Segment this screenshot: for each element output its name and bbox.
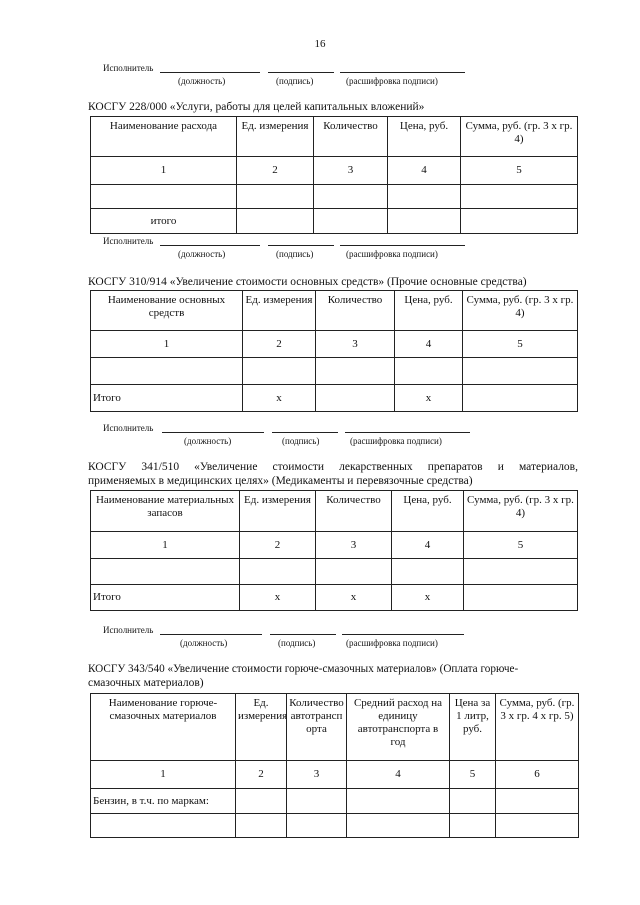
- empty-cell: [91, 814, 236, 838]
- column-number: 1: [91, 532, 240, 559]
- decoding-caption: (расшифровка подписи): [346, 249, 438, 259]
- empty-cell: [464, 559, 578, 585]
- sign-line: [268, 72, 334, 73]
- column-number: 2: [243, 331, 316, 358]
- header-cell: Количество автотранспорта: [287, 694, 347, 761]
- column-number: 5: [450, 761, 496, 789]
- empty-cell: [91, 185, 237, 209]
- sign-caption: (подпись): [276, 76, 314, 86]
- sign-line: [272, 432, 338, 433]
- column-number: 2: [237, 157, 314, 185]
- empty-cell: [388, 185, 461, 209]
- header-cell: Наименование горюче-смазочных материалов: [91, 694, 236, 761]
- empty-cell: [461, 209, 578, 234]
- empty-cell: [450, 814, 496, 838]
- column-number: 2: [240, 532, 316, 559]
- section2-table: [90, 290, 578, 412]
- position-line: [160, 634, 262, 635]
- empty-cell: [388, 209, 461, 234]
- sign-caption: (подпись): [276, 249, 314, 259]
- header-cell: Ед. измерения: [236, 694, 287, 761]
- position-caption: (должность): [178, 249, 226, 259]
- column-number: 5: [463, 331, 578, 358]
- header-cell: Наименование основных средств: [91, 291, 243, 331]
- position-line: [162, 432, 264, 433]
- column-number: 4: [395, 331, 463, 358]
- header-cell: Наименование материальных запасов: [91, 491, 240, 532]
- position-caption: (должность): [180, 638, 228, 648]
- total-cell: х: [395, 385, 463, 412]
- empty-cell: [463, 358, 578, 385]
- decoding-caption: (расшифровка подписи): [346, 638, 438, 648]
- empty-cell: [237, 209, 314, 234]
- column-number: 2: [236, 761, 287, 789]
- total-cell: х: [316, 585, 392, 611]
- sign-line: [270, 634, 336, 635]
- empty-cell: [243, 358, 316, 385]
- empty-cell: [395, 358, 463, 385]
- header-cell: Цена за 1 литр, руб.: [450, 694, 496, 761]
- decoding-caption: (расшифровка подписи): [346, 76, 438, 86]
- section2-heading: КОСГУ 310/914 «Увеличение стоимости основных средств» (Прочие основные средства): [88, 276, 527, 288]
- total-label: Итого: [91, 385, 243, 412]
- section1-table: [90, 116, 578, 234]
- column-number: 4: [347, 761, 450, 789]
- column-number: 3: [314, 157, 388, 185]
- empty-cell: [237, 185, 314, 209]
- decoding-line: [342, 634, 464, 635]
- header-cell: Количество: [316, 491, 392, 532]
- header-cell: Наименование расхода: [91, 117, 237, 157]
- decoding-caption: (расшифровка подписи): [350, 436, 442, 446]
- empty-cell: [314, 209, 388, 234]
- header-cell: Цена, руб.: [395, 291, 463, 331]
- header-cell: Сумма, руб. (гр. 3 х гр. 4): [464, 491, 578, 532]
- section3-table: [90, 490, 578, 611]
- section4-heading-line2: смазочных материалов): [88, 677, 204, 689]
- header-cell: Цена, руб.: [388, 117, 461, 157]
- empty-cell: [287, 789, 347, 814]
- section4-heading-line1: КОСГУ 343/540 «Увеличение стоимости горюче-смазочных материалов» (Оплата горюче-: [88, 663, 519, 675]
- empty-cell: [392, 559, 464, 585]
- section3-heading-line2: применяемых в медицинских целях» (Медикаменты и перевязочные средства): [88, 475, 473, 487]
- empty-cell: [236, 789, 287, 814]
- signature-label: Исполнитель: [103, 423, 154, 433]
- column-number: 1: [91, 331, 243, 358]
- empty-cell: [347, 789, 450, 814]
- empty-cell: [347, 814, 450, 838]
- header-cell: Ед. измерения: [243, 291, 316, 331]
- total-label: Итого: [91, 585, 240, 611]
- section1-heading: КОСГУ 228/000 «Услуги, работы для целей капитальных вложений»: [88, 101, 425, 113]
- column-number: 5: [464, 532, 578, 559]
- empty-cell: [461, 185, 578, 209]
- section3-heading-line1: КОСГУ 341/510 «Увеличение стоимости лекарственных препаратов и материалов,: [88, 461, 578, 473]
- column-number: 5: [461, 157, 578, 185]
- empty-cell: [287, 814, 347, 838]
- column-number: 1: [91, 761, 236, 789]
- position-line: [160, 72, 260, 73]
- empty-cell: [450, 789, 496, 814]
- total-cell: [316, 385, 395, 412]
- header-cell: Сумма, руб. (гр. 3 х гр. 4): [461, 117, 578, 157]
- decoding-line: [340, 245, 465, 246]
- column-number: 4: [392, 532, 464, 559]
- column-number: 1: [91, 157, 237, 185]
- header-cell: Количество: [314, 117, 388, 157]
- header-cell: Сумма, руб. (гр. 3 х гр. 4): [463, 291, 578, 331]
- position-line: [160, 245, 260, 246]
- sign-line: [268, 245, 334, 246]
- total-cell: [463, 385, 578, 412]
- sign-caption: (подпись): [278, 638, 316, 648]
- sign-caption: (подпись): [282, 436, 320, 446]
- total-cell: [464, 585, 578, 611]
- total-cell: х: [392, 585, 464, 611]
- empty-cell: [496, 789, 579, 814]
- empty-cell: [240, 559, 316, 585]
- empty-cell: [91, 358, 243, 385]
- signature-label: Исполнитель: [103, 63, 154, 73]
- section4-table: [90, 693, 579, 838]
- row-label: Бензин, в т.ч. по маркам:: [91, 789, 236, 814]
- header-cell: Цена, руб.: [392, 491, 464, 532]
- total-cell: х: [240, 585, 316, 611]
- position-caption: (должность): [184, 436, 232, 446]
- header-cell: Ед. измерения: [237, 117, 314, 157]
- empty-cell: [314, 185, 388, 209]
- empty-cell: [91, 559, 240, 585]
- column-number: 4: [388, 157, 461, 185]
- header-cell: Ед. измерения: [240, 491, 316, 532]
- empty-cell: [496, 814, 579, 838]
- empty-cell: [316, 358, 395, 385]
- header-cell: Количество: [316, 291, 395, 331]
- column-number: 6: [496, 761, 579, 789]
- column-number: 3: [316, 331, 395, 358]
- header-cell: Средний расход на единицу автотранспорта в год: [347, 694, 450, 761]
- position-caption: (должность): [178, 76, 226, 86]
- signature-label: Исполнитель: [103, 236, 154, 246]
- decoding-line: [345, 432, 470, 433]
- total-label: итого: [91, 209, 237, 234]
- column-number: 3: [287, 761, 347, 789]
- page-number: 16: [314, 38, 326, 50]
- total-cell: х: [243, 385, 316, 412]
- signature-label: Исполнитель: [103, 625, 154, 635]
- column-number: 3: [316, 532, 392, 559]
- decoding-line: [340, 72, 465, 73]
- empty-cell: [316, 559, 392, 585]
- header-cell: Сумма, руб. (гр. 3 х гр. 4 х гр. 5): [496, 694, 579, 761]
- empty-cell: [236, 814, 287, 838]
